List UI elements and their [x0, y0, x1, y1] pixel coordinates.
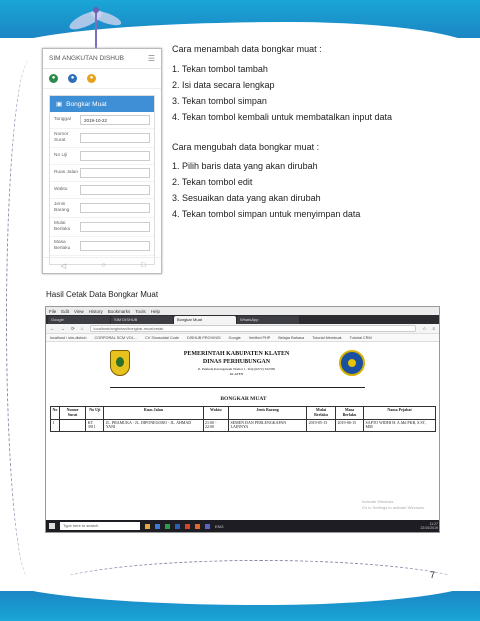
add-heading: Cara menambah data bongkar muat :: [172, 44, 322, 54]
truck-icon: ▣: [56, 101, 63, 108]
app-header: [43, 49, 161, 69]
form-label: No Uji: [54, 153, 68, 158]
form-card-header: [50, 96, 154, 112]
column-header: No Uji: [86, 407, 104, 420]
android-nav-bar: [43, 257, 162, 273]
app-title: SIM ANGKUTAN DISHUB: [49, 55, 125, 62]
letterhead-line1: PEMERINTAH KABUPATEN KLATEN: [183, 351, 290, 357]
word-icon[interactable]: [175, 524, 180, 529]
dragonfly-icon: [66, 0, 126, 50]
excel-icon[interactable]: [165, 524, 170, 529]
edit-step: 1. Pilih baris data yang akan dirubah: [172, 161, 318, 171]
table-cell: SAPTO WIDHI H. A.Md PKB, S.ST, MM: [364, 419, 436, 432]
decorative-dashed-line: [6, 60, 46, 580]
taskbar-lang[interactable]: ENG: [215, 523, 224, 529]
menu-item[interactable]: Help: [150, 308, 161, 314]
windows-start-icon[interactable]: [49, 523, 55, 529]
menu-item[interactable]: Tools: [135, 308, 146, 314]
hamburger-icon[interactable]: ☰: [147, 54, 155, 63]
browser-address-bar: [46, 324, 439, 334]
form-row: [50, 237, 154, 256]
bookmark-item[interactable]: DISHUB PROVINSI: [186, 335, 221, 340]
page-number: 7: [430, 570, 436, 580]
browser-menu-bar: [46, 307, 439, 315]
form-row: [50, 148, 154, 165]
letterhead-line3: Jl. Pemuda Karanganom Nomor 1, Telp (0272) 322330: [197, 367, 276, 371]
back-arrow-icon[interactable]: ←: [50, 326, 55, 331]
form-input[interactable]: [80, 222, 150, 232]
notification-icon[interactable]: ●: [87, 74, 96, 83]
table-row: [51, 419, 436, 432]
star-icon[interactable]: ☆: [422, 325, 427, 331]
column-header: Masa Berlaku: [335, 407, 363, 420]
bottom-banner: [0, 591, 480, 621]
watermark-line: Activate Windows: [361, 499, 394, 504]
app-icon[interactable]: [205, 524, 210, 529]
form-row: [50, 165, 154, 182]
bookmarks-bar: [46, 334, 439, 342]
form-input[interactable]: [80, 133, 150, 143]
column-header: No: [51, 407, 60, 420]
menu-item[interactable]: View: [74, 308, 84, 314]
add-step: 4. Tekan tombol kembali untuk membatalkan input data: [172, 112, 392, 122]
edit-step: 3. Sesuaikan data yang akan dirubah: [172, 193, 321, 203]
column-header: Mulai Berlaku: [307, 407, 336, 420]
form-label: Ruas Jalan: [54, 170, 78, 175]
browser-tab[interactable]: WhatsApp: [237, 316, 299, 324]
bookmark-item[interactable]: CORPORAL SCM VOL...: [94, 335, 137, 340]
browser-tab-strip: [46, 315, 439, 324]
form-title: Bongkar Muat: [66, 100, 107, 108]
form-label: Masa Berlaku: [54, 240, 71, 251]
form-input[interactable]: [80, 151, 150, 161]
taskbar-clock[interactable]: [420, 522, 440, 530]
reload-icon[interactable]: ⟳: [71, 325, 75, 331]
form-input[interactable]: [80, 241, 150, 251]
report-table: [50, 406, 436, 432]
bookmark-item[interactable]: Tutorial Membuat: [312, 335, 342, 340]
browser-tab[interactable]: Google: [48, 316, 110, 324]
menu-icon[interactable]: ≡: [432, 326, 435, 331]
table-cell: 21:00 - 22:00: [203, 419, 228, 432]
watermark-line: Go to Settings to activate Windows.: [361, 505, 425, 510]
home-icon[interactable]: ○: [101, 262, 106, 269]
form-label: Mulai Berlaku: [54, 221, 71, 232]
form-label: Nomor Surat: [54, 132, 69, 143]
table-cell: KT 3911: [86, 419, 104, 432]
edit-heading: Cara mengubah data bongkar muat :: [172, 142, 320, 152]
bookmark-item[interactable]: Verified PHP: [248, 335, 271, 340]
app-toolbar: [43, 69, 161, 89]
table-cell: SEMEN DAN PERLENGKAPAN LAINNYA: [229, 419, 307, 432]
edit-step: 2. Tekan tombol edit: [172, 177, 253, 187]
form-row: [50, 112, 154, 129]
edge-icon[interactable]: [155, 524, 160, 529]
bookmark-item[interactable]: Tutorial CRM: [349, 335, 372, 340]
taskbar-search[interactable]: Type here to search: [60, 522, 140, 530]
phone-screenshot: [42, 48, 162, 274]
form-label: Waktu: [54, 187, 68, 192]
url-field[interactable]: localhost/angkutan/bongkar-muat/cetak: [90, 325, 417, 332]
print-preview: [46, 342, 439, 521]
letterhead-line4: KLATEN: [229, 372, 244, 376]
column-header: Waktu: [203, 407, 228, 420]
bookmark-item[interactable]: Google: [228, 335, 241, 340]
table-cell: 2019-06-15: [335, 419, 363, 432]
form-input[interactable]: [80, 168, 150, 178]
add-steps: [172, 63, 392, 127]
menu-item[interactable]: Edit: [61, 308, 70, 314]
windows-taskbar: [46, 520, 440, 532]
form-row: [50, 199, 154, 218]
column-header: Jenis Barang: [229, 407, 307, 420]
form-label: Tanggal: [54, 117, 71, 122]
form-row: [50, 182, 154, 199]
form-input[interactable]: [80, 203, 150, 213]
edit-step: 4. Tekan tombol simpan untuk menyimpan data: [172, 209, 361, 219]
back-icon[interactable]: ◁: [60, 262, 67, 270]
add-step: 3. Tekan tombol simpan: [172, 96, 267, 106]
klaten-logo-icon: [110, 350, 130, 376]
table-cell: 1: [51, 419, 60, 432]
edit-steps: [172, 160, 360, 224]
bookmark-item[interactable]: localhost / sim-dishub: [50, 335, 87, 340]
form-row: [50, 218, 154, 237]
column-header: Ruas Jalan: [104, 407, 203, 420]
bookmark-item[interactable]: Belajar Bahasa: [278, 335, 305, 340]
menu-item[interactable]: Bookmarks: [107, 308, 131, 314]
table-cell: [59, 419, 85, 432]
add-step: 2. Isi data secara lengkap: [172, 80, 275, 90]
browser-tab[interactable]: Bongkar Muat: [174, 316, 236, 324]
section-caption: Hasil Cetak Data Bongkar Muat: [46, 290, 159, 299]
menu-item[interactable]: File: [49, 308, 57, 314]
clock-time: 11:27: [429, 522, 438, 526]
table-cell: 2019-05-15: [307, 419, 336, 432]
browser-screenshot: [45, 306, 440, 533]
form-input[interactable]: [80, 185, 150, 195]
form-input[interactable]: 2019-10-22: [80, 115, 150, 125]
recent-apps-icon[interactable]: □: [141, 262, 146, 269]
file-explorer-icon[interactable]: [145, 524, 150, 529]
bookmark-item[interactable]: CV Sinusoidal Code: [145, 335, 179, 340]
form-label: Jenis Barang: [54, 202, 70, 213]
add-step: 1. Tekan tombol tambah: [172, 64, 268, 74]
letterhead: [110, 348, 365, 388]
home-icon[interactable]: ⌂: [80, 326, 84, 331]
column-header: Nama Pejabat: [364, 407, 436, 420]
form-row: [50, 129, 154, 148]
clock-date: 22/10/2019: [420, 526, 438, 530]
dishub-logo-icon: [339, 350, 365, 376]
column-header: Nomor Surat: [59, 407, 85, 420]
settings-icon[interactable]: ●: [49, 74, 58, 83]
powerpoint-icon[interactable]: [185, 524, 190, 529]
firefox-icon[interactable]: [195, 524, 200, 529]
table-cell: JL. PRAMUKA - JL. DIPONEGORO - JL. AHMAD YANI: [104, 419, 203, 432]
user-icon[interactable]: ●: [68, 74, 77, 83]
report-title: BONGKAR MUAT: [220, 396, 267, 402]
form-card: [49, 95, 155, 265]
letterhead-line2: DINAS PERHUBUNGAN: [202, 359, 271, 365]
activation-watermark: [362, 499, 425, 511]
forward-arrow-icon[interactable]: →: [60, 326, 65, 331]
browser-tab[interactable]: SIM DISHUB: [111, 316, 173, 324]
menu-item[interactable]: History: [88, 308, 103, 314]
